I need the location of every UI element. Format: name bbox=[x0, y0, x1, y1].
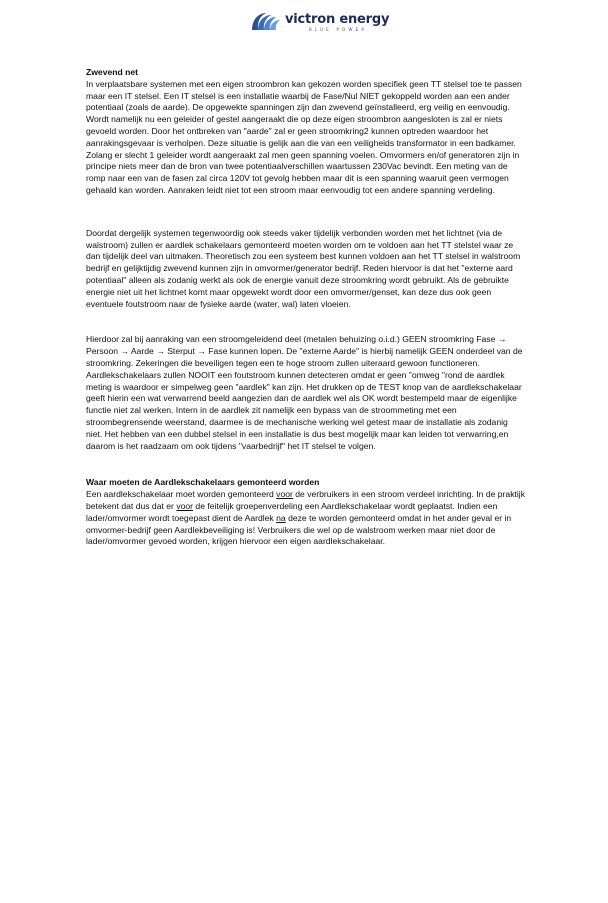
text-run: de verbruikers in een stroom verdeel inrichting. In de praktijk betekent dat dus dat er bbox=[86, 489, 525, 511]
underlined-word: voor bbox=[276, 489, 293, 500]
underlined-word: na bbox=[276, 512, 286, 523]
text-run: Een aardlekschakelaar moet worden gemonteerd bbox=[86, 489, 277, 500]
section-heading-aardlek: Waar moeten de Aardlekschakelaars gemonteerd worden bbox=[86, 477, 320, 488]
brand-tagline: BLUE POWER bbox=[309, 26, 368, 32]
paragraph: Hierdoor zal bij aanraking van een stroomgeleidend deel (metalen behuizing o.i.d.) GEEN stroomkring Fase → Persoon → Aarde → Sterput → Fase kunnen lopen. De "externe Aarde" is hierbij namelijk GEEN onderdeel van de stroomkring. Zekeringen die beveiligen tegen een te hoge stroom zullen uiteraard gewoon functioneren. Aardlekschakelaars zullen NOOIT een foutstroom kunnen detecteren omdat er geen "omweg "rond de aardlek meting is waardoor er simpelweg geen "aardlek" kan zijn. Het drukken op de TEST knop van de aardlekschakelaar geeft hierin een wat verwarrend beeld aangezien dan de aardlek wel als OK wordt bestempeld maar de eigenlijke functie niet zal werken. Intern in de aardlek zit namelijk een bypass van de stroommeting met een stroombegrensende weerstand, daarmee is de mechanische werking wel getest maar de installatie als zodanig niet. Het hebben van een dubbel stelsel in een installatie is dus best mogelijk maar kan leiden tot verwarring,en daarom is het raadzaam om ook tijdens "vaarbedrijf" het IT stelsel te volgen. bbox=[86, 334, 523, 451]
brand-logo bbox=[248, 8, 389, 36]
paragraph: Doordat dergelijk systemen tegenwoordig ook steeds vaker tijdelijk verbonden worden met het lichtnet (via de walstroom) zullen er aardlek schakelaars gemonteerd moeten worden om te voldoen aan het TT stelstel waar ze dan tijdelijk deel van uitmaken. Theoretisch zou een systeem best kunnen voldoen aan het TT stelsel in walstroom bedrijf en gelijktijdig zwevend kunnen zijn in omvormer/generator bedrijf. Reden hiervoor is dat het "externe aard potentiaal" alleen als zodanig werkt als ook de energie vanuit deze stroomkring wordt gebruikt. Als de gebruikte energie niet uit het lichtnet komt maar opgewekt wordt door een omvormer/genset, kan deze dus ook geen eventuele foutstroom naar de fysieke aarde (water, wal) laten vloeien. bbox=[86, 227, 521, 309]
brand-name: victron energy bbox=[285, 11, 390, 27]
document-body bbox=[86, 67, 526, 548]
text-run: de feitelijk groepenverdeling een Aardlekschakelaar wordt geplaatst. Indien een lader/omvormer wordt toegepast dient de Aardlek bbox=[86, 500, 498, 523]
brand-text bbox=[285, 13, 389, 32]
text-run: deze te worden gemonteerd omdat in het ander geval er in omvormer-bedrijf geen Aardlekbeveiliging is! Verbruikers die wel op de walstroom werken maar niet door de lader/omvormer gevoed worden, krijgen hiervoor een eigen aardlekschakelaar. bbox=[86, 512, 512, 547]
underlined-word: voor bbox=[176, 500, 194, 511]
paragraph: In verplaatsbare systemen met een eigen stroombron kan gekozen worden specifiek geen TT stelsel toe te passen maar een IT stelsel. Een IT stelsel is een installatie waarbij de Fase/Nul NIET gekoppeld worden aan een ander potentiaal (zoals de aarde). De opgewekte spanningen zijn dan zwevend geïnstalleerd, erg veilig en eenvoudig. Wordt namelijk nu een geleider of gestel aangeraakt die op deze eigen stroombron aangesloten is zal er niets gevoeld worden. Door het ontbreken van "aarde" zal er geen stroomkring2 kunnen optreden waardoor het aanrakingsgevaar is verholpen. Deze situatie is gelijk aan die van een veiligheids transformator in een badkamer. Zolang er slecht 1 geleider wordt aangeraakt zal men geen spanning voelen. Omvormers en/of generatoren zijn in principe niets meer dan de bron van twee potentiaalverschillen waartussen 230Vac bevindt. Een meting van de romp naar een van de fasen zal circa 120V tot gevolg hebben maar dit is een spanning waaruit geen vermogen gehaald kan worden. Aanraken leidt niet tot een stroom maar eenvoudig tot een andere spanning verdeling. bbox=[86, 78, 522, 195]
section-heading-zwevend-net: Zwevend net bbox=[86, 67, 139, 77]
victron-swirl-icon bbox=[248, 10, 282, 34]
paragraph bbox=[86, 489, 526, 548]
